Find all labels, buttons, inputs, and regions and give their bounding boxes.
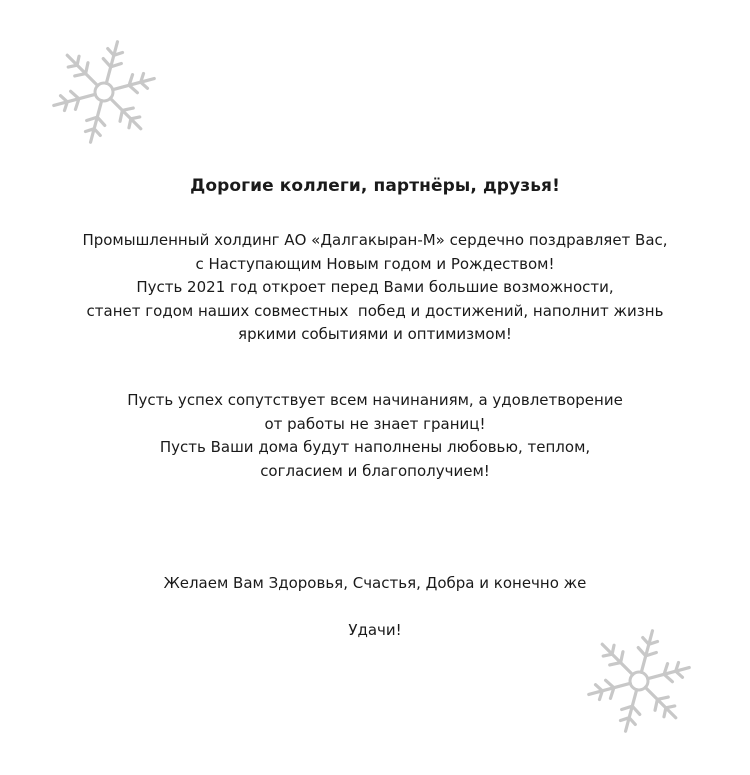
closing-line: Удачи! xyxy=(348,621,402,639)
snowflake-arms xyxy=(589,631,689,731)
snowflake-icon xyxy=(48,36,160,148)
greeting-paragraph-2 xyxy=(0,389,750,483)
text-line: станет годом наших совместных побед и достижений, наполнит жизнь xyxy=(86,301,664,320)
greeting-title: Дорогие коллеги, партнёры, друзья! xyxy=(190,176,560,196)
text-line: яркими событиями и оптимизмом! xyxy=(238,325,512,343)
text-line: Пусть 2021 год откроет перед Вами большие возможности, xyxy=(136,278,614,296)
text-line: согласием и благополучием! xyxy=(260,461,490,480)
snowflake-arms xyxy=(54,42,154,142)
snowflake-icon xyxy=(583,625,695,737)
text-line: Промышленный холдинг АО «Далгакыран-М» сердечно поздравляет Вас, xyxy=(82,231,668,249)
text-line: от работы не знает границ! xyxy=(264,414,486,433)
greeting-paragraph-1 xyxy=(0,229,750,347)
text-line: Пусть Ваши дома будут наполнены любовью, теплом, xyxy=(159,438,591,456)
text-line: с Наступающим Новым годом и Рождеством! xyxy=(195,254,555,273)
wish-line: Желаем Вам Здоровья, Счастья, Добра и конечно же xyxy=(163,574,587,592)
text-line: Пусть успех сопутствует всем начинаниям, а удовлетворение xyxy=(127,391,623,409)
